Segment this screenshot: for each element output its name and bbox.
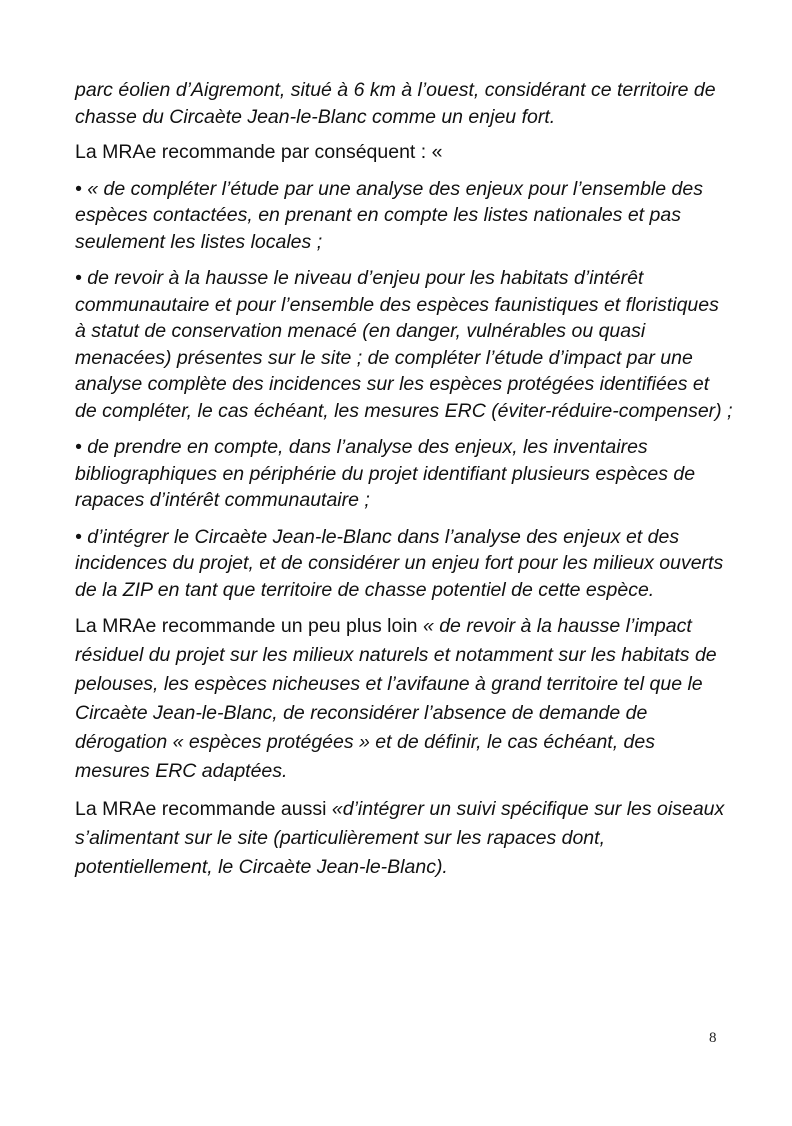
third-recommendation-quote: «d’intégrer un suivi spécifique sur les oiseaux s’alimentant sur le site (particulièrement sur les rapaces dont, potentiellement, le Circaète Jean-le-Blanc).: [75, 798, 725, 878]
third-recommendation-paragraph: [75, 795, 735, 882]
recommendation-lead: La MRAe recommande par conséquent : «: [75, 141, 443, 163]
second-recommendation-lead: La MRAe recommande un peu plus loin: [75, 615, 423, 637]
document-body: [75, 77, 735, 882]
page-number: 8: [709, 1030, 717, 1046]
intro-quote-paragraph: parc éolien d’Aigremont, situé à 6 km à l’ouest, considérant ce territoire de chasse du Circaète Jean-le-Blanc comme un enjeu fort.: [75, 79, 716, 128]
bullet-item: • de prendre en compte, dans l’analyse des enjeux, les inventaires bibliographiques en périphérie du projet identifiant plusieurs espèces de rapaces d’intérêt communautaire ;: [75, 436, 696, 511]
bullet-item: • de revoir à la hausse le niveau d’enjeu pour les habitats d’intérêt communautaire et pour l’ensemble des espèces faunistiques et floristiques à statut de conservation menacé (en danger, vulnérables ou quasi menacées) présentes sur le site ; de compléter l’étude d’impact par une analyse complète des incidences sur les espèces protégées identifiées et de compléter, le cas échéant, les mesures ERC (éviter-réduire-compenser) ;: [75, 267, 733, 422]
second-recommendation-paragraph: [75, 612, 735, 786]
bullet-item: • « de compléter l’étude par une analyse des enjeux pour l’ensemble des espèces contactées, en prenant en compte les listes nationales et pas seulement les listes locales ;: [75, 177, 703, 253]
third-recommendation-lead: La MRAe recommande aussi: [75, 798, 332, 820]
second-recommendation-quote: « de revoir à la hausse l’impact résiduel du projet sur les milieux naturels et notamment sur les habitats de pelouses, les espèces nicheuses et l’avifaune à grand territoire tel que le Circaète Jean-le-Blanc, de reconsidérer l’absence de demande de dérogation « espèces protégées » et de définir, le cas échéant, des mesures ERC adaptées.: [75, 615, 717, 782]
bullet-item: • d’intégrer le Circaète Jean-le-Blanc dans l’analyse des enjeux et des incidences du projet, et de considérer un enjeu fort pour les milieux ouverts de la ZIP en tant que territoire de chasse potentiel de cette espèce.: [75, 525, 724, 601]
